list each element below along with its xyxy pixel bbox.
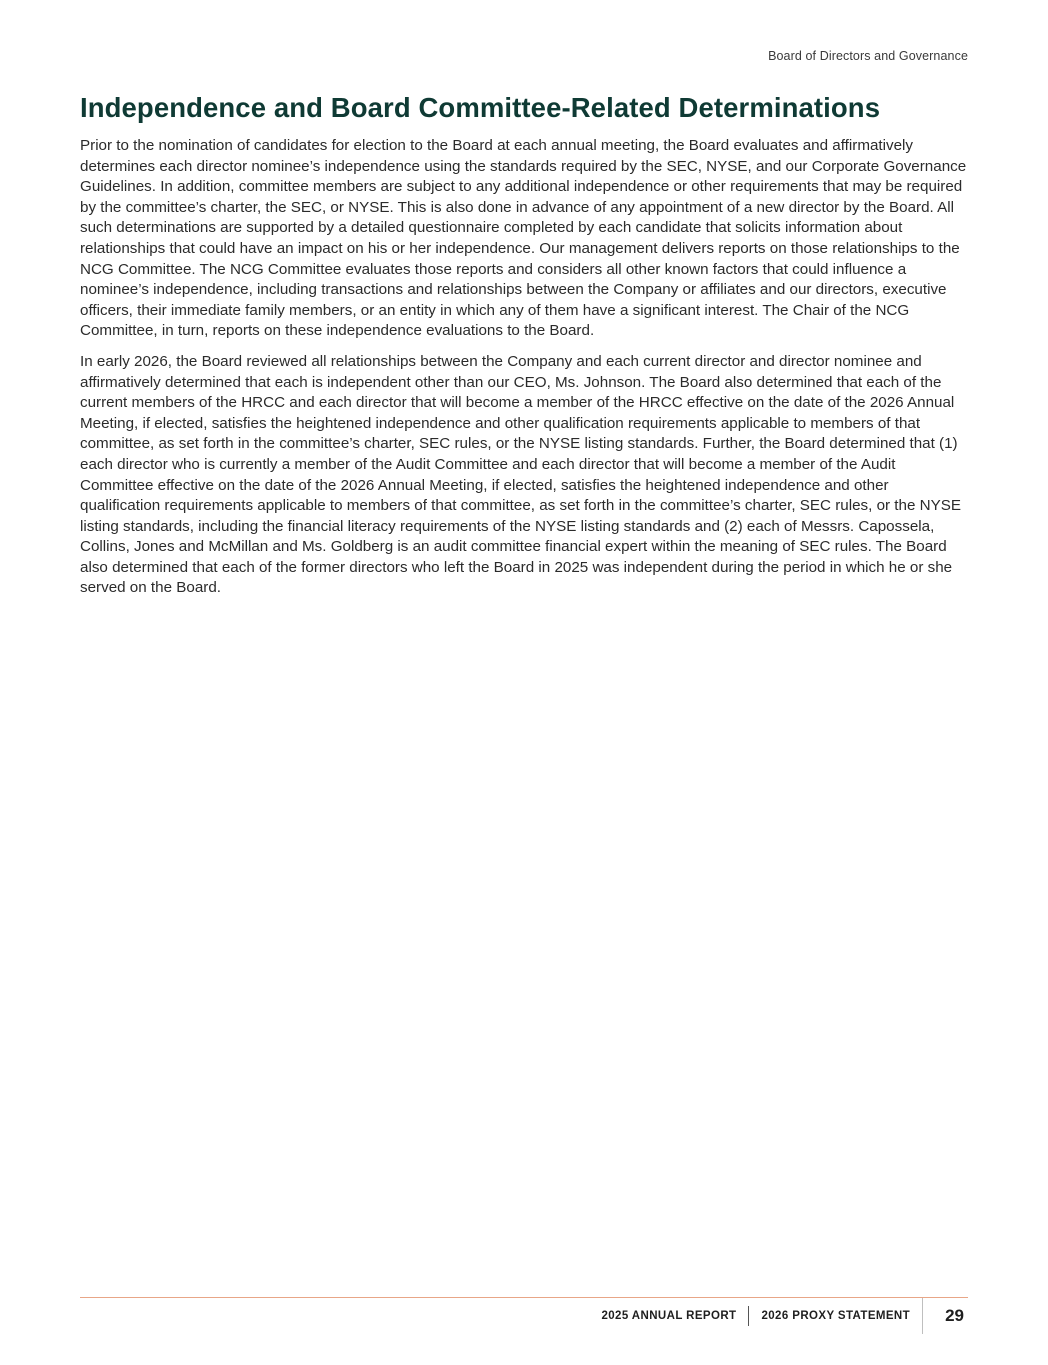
footer-page-separator [922,1298,923,1334]
footer-annual-report-label: 2025 ANNUAL REPORT [601,1310,737,1322]
running-header: Board of Directors and Governance [768,49,968,63]
paragraph-independence-evaluation: Prior to the nomination of candidates for election to the Board at each annual meeting, the Board evaluates and affirmatively determines each director nominee’s independence using the standards required by the SEC, NYSE, and our Corporate Governance Guidelines. In addition, committee members are subject to any additional independence or other requirements that may be required by the committee’s charter, the SEC, or NYSE. This is also done in advance of any appointment of a new director by the Board. All such determinations are supported by a detailed questionnaire completed by each candidate that solicits information about relationships that could have an impact on his or her independence. Our management delivers reports on those relationships to the NCG Committee. The NCG Committee evaluates those reports and considers all other known factors that could influence a nominee’s independence, including transactions and relationships between the Company or affiliates and our directors, executive officers, their immediate family members, or an entity in which any of them have a significant interest. The Chair of the NCG Committee, in turn, reports on these independence evaluations to the Board. [80,137,967,340]
main-content [80,90,970,609]
footer-proxy-statement-label: 2026 PROXY STATEMENT [761,1310,911,1322]
page-footer [601,1298,968,1334]
page-title: Independence and Board Committee-Related Determinations [80,92,881,123]
paragraph-board-review-2026: In early 2026, the Board reviewed all relationships between the Company and each current director and director nominee and affirmatively determined that each is independent other than our CEO, Ms. Johnson. The Board also determined that each of the current members of the HRCC and each director that will become a member of the HRCC effective on the date of the 2026 Annual Meeting, if elected, satisfies the heightened independence and other qualification requirements applicable to members of that committee, as set forth in the committee’s charter, SEC rules, or the NYSE listing standards. Further, the Board determined that (1) each director who is currently a member of the Audit Committee and each director that will become a member of the Audit Committee effective on the date of the 2026 Annual Meeting, if elected, satisfies the heightened independence and other qualification requirements applicable to members of that committee, as set forth in the committee’s charter, SEC rules, or the NYSE listing standards, including the financial literacy requirements of the NYSE listing standards and (2) each of Messrs. Capossela, Collins, Jones and McMillan and Ms. Goldberg is an audit committee financial expert within the meaning of SEC rules. The Board also determined that each of the former directors who left the Board in 2025 was independent during the period in which he or she served on the Board. [80,352,961,597]
footer-separator [748,1306,749,1326]
page-number: 29 [945,1306,964,1325]
